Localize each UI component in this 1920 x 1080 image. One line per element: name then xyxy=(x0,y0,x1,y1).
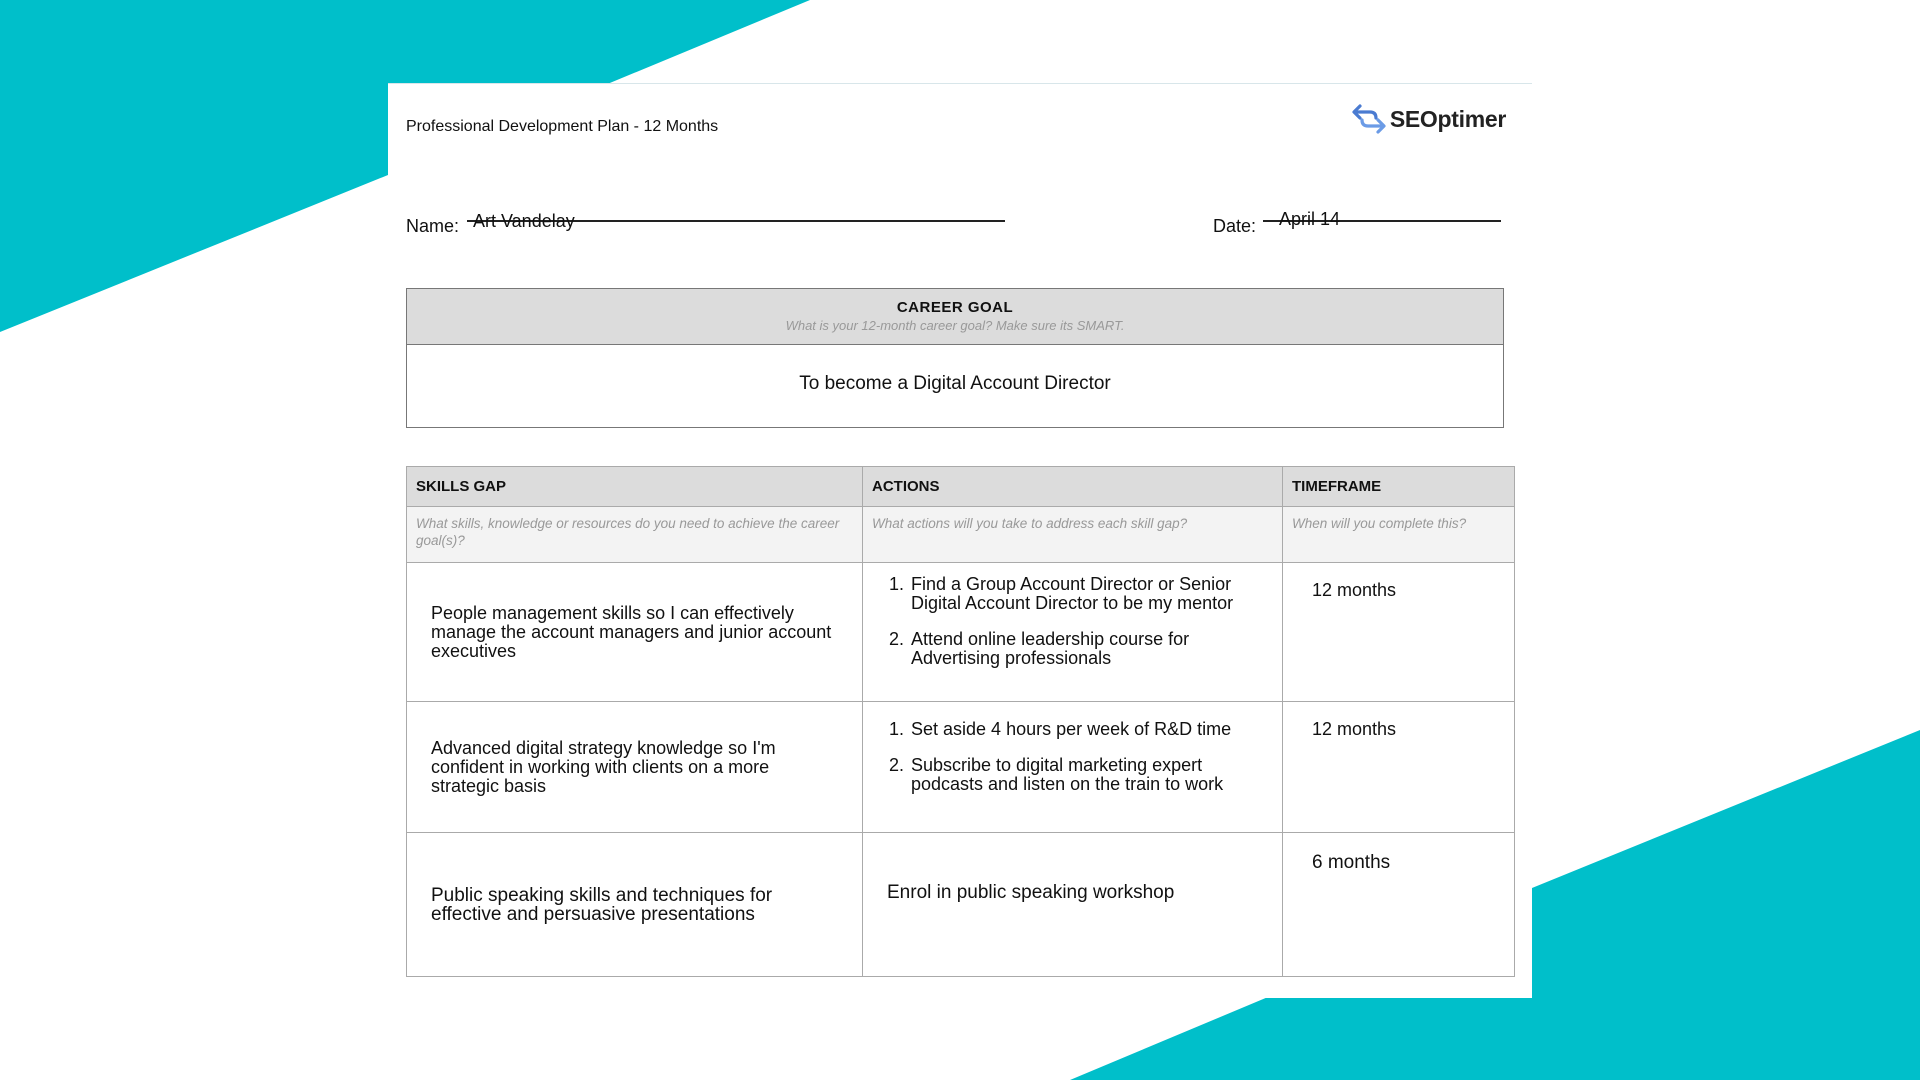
subheader-timeframe: When will you complete this? xyxy=(1283,507,1515,563)
skill-gap-cell: Public speaking skills and techniques for effective and persuasive presentations xyxy=(407,833,863,977)
seoptimer-logo xyxy=(1352,102,1506,136)
header-skills-gap: SKILLS GAP xyxy=(407,467,863,507)
action-item: 2. Attend online leadership course for Advertising professionals xyxy=(909,630,1268,668)
timeframe-cell: 6 months xyxy=(1283,833,1515,977)
name-value: Art Vandelay xyxy=(473,211,575,231)
career-goal-title: CAREER GOAL xyxy=(896,299,1014,316)
header-timeframe: TIMEFRAME xyxy=(1283,467,1515,507)
action-item: 2. Subscribe to digital marketing expert podcasts and listen on the train to work xyxy=(909,756,1268,794)
table-row xyxy=(407,702,1515,833)
table-row xyxy=(407,833,1515,977)
timeframe-cell: 12 months xyxy=(1283,702,1515,833)
career-goal-box xyxy=(406,288,1504,428)
skills-gap-table xyxy=(406,466,1515,977)
subheader-actions: What actions will you take to address each skill gap? xyxy=(863,507,1283,563)
document-page xyxy=(388,83,1532,998)
actions-cell: Enrol in public speaking workshop xyxy=(863,833,1283,977)
name-label: Name: xyxy=(406,216,460,236)
actions-cell xyxy=(863,563,1283,702)
skill-gap-cell: People management skills so I can effectively manage the account managers and junior account executives xyxy=(407,563,863,702)
seoptimer-logo-text: SEOptimer xyxy=(1389,105,1506,132)
career-goal-subtitle: What is your 12-month career goal? Make sure its SMART. xyxy=(785,318,1125,333)
career-goal-value: To become a Digital Account Director xyxy=(799,373,1111,394)
date-value: April 14 xyxy=(1279,209,1341,229)
action-item: 1. Find a Group Account Director or Senior Digital Account Director to be my mentor xyxy=(909,575,1268,613)
subheader-skills-gap: What skills, knowledge or resources do you need to achieve the career goal(s)? xyxy=(407,507,863,563)
action-item: 1. Set aside 4 hours per week of R&D time xyxy=(909,720,1268,739)
actions-list xyxy=(887,720,1268,794)
header-actions: ACTIONS xyxy=(863,467,1283,507)
career-goal-header xyxy=(407,289,1503,345)
actions-list xyxy=(887,575,1268,668)
skill-gap-cell: Advanced digital strategy knowledge so I'm confident in working with clients on a more strategic basis xyxy=(407,702,863,833)
seoptimer-logo-icon xyxy=(1352,102,1386,136)
table-row xyxy=(407,563,1515,702)
document-title: Professional Development Plan - 12 Months xyxy=(406,118,719,135)
table-subheader-row xyxy=(407,507,1515,563)
timeframe-cell: 12 months xyxy=(1283,563,1515,702)
table-header-row xyxy=(407,467,1515,507)
date-label: Date: xyxy=(1213,216,1257,236)
actions-cell xyxy=(863,702,1283,833)
